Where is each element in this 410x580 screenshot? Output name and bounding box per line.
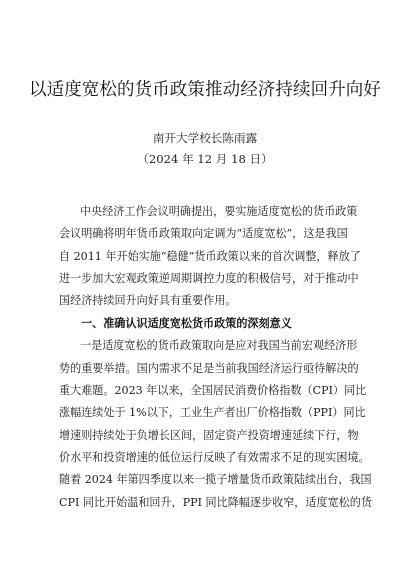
document-title: 以适度宽松的货币政策推动经济持续回升向好	[29, 80, 381, 100]
intro-line-2: 会议明确将明年货币政策取向定调为“适度宽松”，这是我国	[59, 227, 348, 240]
intro-line-3: 自 2011 年开始实施“稳健”货币政策以来的首次调整，释放了	[59, 250, 361, 263]
section-line-4: 涨幅连续处于 1%以下，工业生产者出厂价格指数（PPI）同比	[59, 406, 366, 419]
author-line: 南开大学校长陈雨露	[152, 131, 258, 145]
section-line-3: 重大难题。2023 年以来，全国居民消费价格指数（CPI）同比	[59, 384, 367, 397]
section-line-8: CPI 同比开始温和回升，PPI 同比降幅逐步收窄，适度宽松的货	[59, 496, 372, 509]
date-line: （2024 年 12 月 18 日）	[137, 152, 273, 166]
intro-line-1: 中央经济工作会议明确提出，要实施适度宽松的货币政策	[80, 205, 358, 218]
intro-line-4: 进一步加大宏观政策逆周期调控力度的积极信号，对于推动中	[59, 272, 359, 285]
section-line-1: 一是适度宽松的货币政策取向是应对我国当前宏观经济形	[80, 339, 358, 352]
intro-line-5: 国经济持续回升向好具有重要作用。	[59, 294, 237, 307]
section-line-6: 价水平和投资增速的低位运行反映了有效需求不足的现实困境。	[59, 451, 370, 464]
section-line-5: 增速则持续处于负增长区间，固定资产投资增速延续下行，物	[59, 429, 359, 442]
section-heading: 一、准确认识适度宽松货币政策的深刻意义	[81, 317, 292, 330]
section-line-7: 随着 2024 年第四季度以来一揽子增量货币政策陆续出台，我国	[59, 473, 372, 486]
section-line-2: 势的重要举措。国内需求不足是当前我国经济运行亟待解决的	[59, 362, 359, 375]
